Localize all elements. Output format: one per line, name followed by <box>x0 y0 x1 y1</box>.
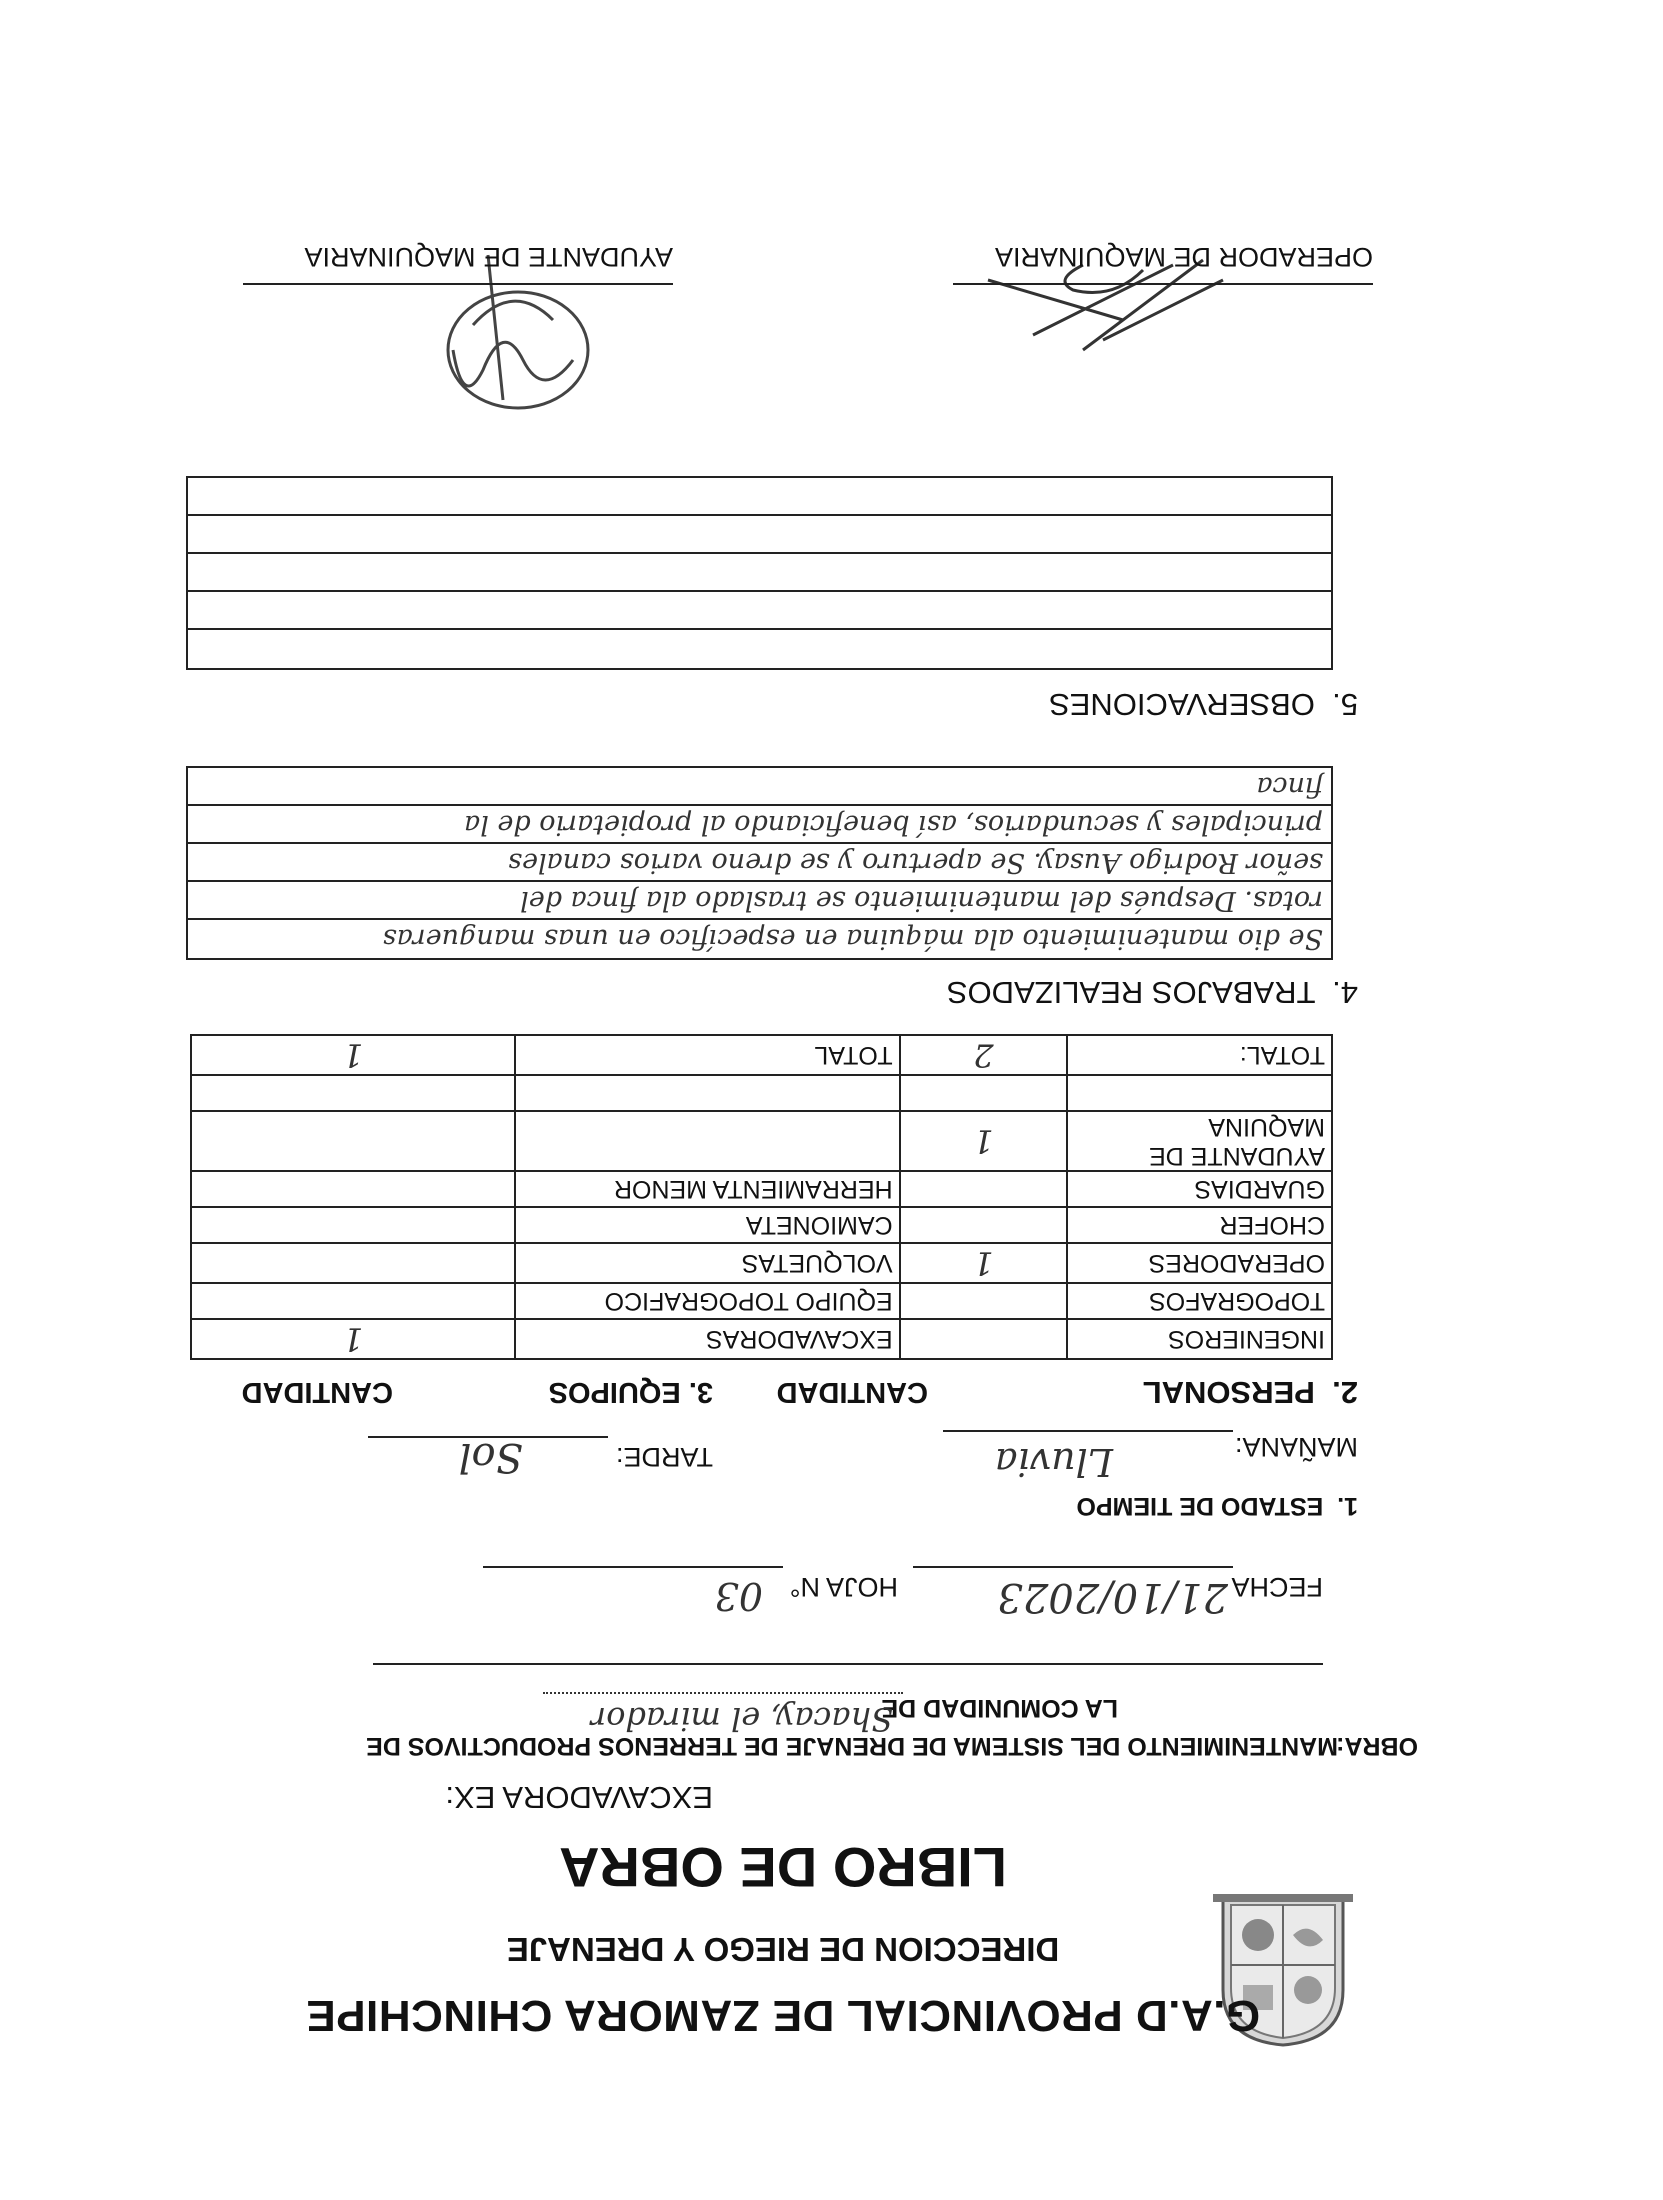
resources-row <box>191 1283 1332 1319</box>
observations-rule <box>188 514 1331 516</box>
equipment-qty-cell <box>191 1243 515 1283</box>
afternoon-value: Sol <box>458 1434 523 1480</box>
morning-underline <box>943 1430 1233 1432</box>
equipos-cantidad-header: CANTIDAD <box>241 1376 393 1408</box>
resources-row <box>191 1075 1332 1111</box>
equipment-name-cell: EQUIPO TOPOGRAFICO <box>515 1283 899 1319</box>
department-subtitle: DIRECCION DE RIEGO Y DRENAJE <box>506 1931 1060 1968</box>
personal-name-cell: TOTAL: <box>1067 1035 1332 1075</box>
operator-label: OPERADOR DE MAQUINARIA <box>994 242 1373 272</box>
fecha-value: 21/10/2023 <box>997 1574 1228 1620</box>
personal-qty-cell <box>900 1207 1068 1243</box>
resources-row <box>191 1035 1332 1075</box>
personal-name-cell: GUARDIAS <box>1067 1171 1332 1207</box>
morning-value: Lluvia <box>994 1440 1113 1484</box>
personal-qty-cell <box>900 1283 1068 1319</box>
work-rule <box>188 842 1331 844</box>
work-rule <box>188 918 1331 920</box>
equipment-qty-cell <box>191 1075 515 1111</box>
afternoon-label: TARDE: <box>615 1442 713 1472</box>
resources-row <box>191 1243 1332 1283</box>
book-title: LIBRO DE OBRA <box>559 1836 1007 1899</box>
personal-name-cell: TOPOGRAFOS <box>1067 1283 1332 1319</box>
personal-qty-cell: 1 <box>900 1243 1068 1283</box>
hoja-underline <box>483 1566 783 1568</box>
hoja-label: HOJA N° <box>789 1572 898 1602</box>
equipment-qty-cell <box>191 1207 515 1243</box>
work-rule <box>188 804 1331 806</box>
obra-text: MANTENIMIENTO DEL SISTEMA DE DRENAJE DE TERRENOS PRODUCTIVOS DE <box>366 1732 1338 1760</box>
morning-label: MAÑANA: <box>1234 1432 1358 1462</box>
work-line: rotas. Después del mantenimiento se traslado ala finca del <box>520 885 1323 916</box>
personal-heading: 2. PERSONAL <box>1142 1375 1358 1410</box>
personal-name-cell: CHOFER <box>1067 1207 1332 1243</box>
work-rule <box>188 880 1331 882</box>
assistant-label: AYUDANTE DE MAQUINARIA <box>304 242 673 272</box>
resources-table <box>190 1034 1333 1360</box>
work-description-box <box>186 766 1333 960</box>
hoja-value: 03 <box>714 1574 763 1618</box>
equipment-qty-cell <box>191 1111 515 1171</box>
afternoon-underline <box>368 1436 608 1438</box>
equipment-name-cell: EXCAVADORAS <box>515 1319 899 1359</box>
equipos-heading: 3. EQUIPOS <box>548 1376 713 1408</box>
weather-heading: 1. ESTADO DE TIEMPO <box>1076 1492 1358 1520</box>
organization-title: G.A.D PROVINCIAL DE ZAMORA CHINCHIPE <box>305 1991 1261 2040</box>
work-heading: 4. TRABAJOS REALIZADOS <box>946 975 1358 1010</box>
observations-heading: 5. OBSERVACIONES <box>1049 687 1358 722</box>
obra-label: OBRA: <box>1336 1732 1418 1760</box>
personal-name-cell: OPERADORES <box>1067 1243 1332 1283</box>
personal-name-cell <box>1067 1075 1332 1111</box>
equipment-name-cell: CAMIONETA <box>515 1207 899 1243</box>
work-line: finca <box>1256 771 1323 802</box>
work-line: Se dio mantenimiento ala máquina en específico en unas mangueras <box>382 923 1323 954</box>
observations-rule <box>188 628 1331 630</box>
work-line: señor Rodrigo Ausay. Se aperturo y se dreno varios canales <box>508 847 1323 878</box>
equipment-name-cell: HERRAMIENTA MENOR <box>515 1171 899 1207</box>
personal-qty-cell: 2 <box>900 1035 1068 1075</box>
personal-qty-cell <box>900 1319 1068 1359</box>
observations-rule <box>188 552 1331 554</box>
excavator-label: EXCAVADORA EX: <box>445 1780 713 1815</box>
personal-name-cell: INGENIEROS <box>1067 1319 1332 1359</box>
resources-row <box>191 1111 1332 1171</box>
header-divider <box>373 1663 1323 1665</box>
operator-signature-line <box>953 283 1373 285</box>
equipment-qty-cell: 1 <box>191 1035 515 1075</box>
resources-row <box>191 1319 1332 1359</box>
work-line: principales y secundarios, así beneficiando al propietario de la <box>464 809 1323 840</box>
observations-rule <box>188 590 1331 592</box>
personal-qty-cell: 1 <box>900 1111 1068 1171</box>
personal-qty-cell <box>900 1075 1068 1111</box>
community-label: LA COMUNIDAD DE <box>881 1694 1118 1722</box>
equipment-qty-cell: 1 <box>191 1319 515 1359</box>
equipment-name-cell: VOLQUETAS <box>515 1243 899 1283</box>
equipment-qty-cell <box>191 1171 515 1207</box>
equipment-name-cell <box>515 1075 899 1111</box>
resources-row <box>191 1171 1332 1207</box>
equipment-name-cell: TOTAL <box>515 1035 899 1075</box>
fecha-underline <box>913 1566 1233 1568</box>
community-value: Shacay, el mirador <box>590 1700 893 1738</box>
personal-cantidad-header: CANTIDAD <box>776 1376 928 1408</box>
fecha-label: FECHA <box>1231 1572 1323 1602</box>
personal-qty-cell <box>900 1171 1068 1207</box>
equipment-name-cell <box>515 1111 899 1171</box>
assistant-signature-line <box>243 283 673 285</box>
equipment-qty-cell <box>191 1283 515 1319</box>
assistant-signature <box>413 250 613 420</box>
community-dotted-line <box>543 1692 903 1694</box>
observations-box <box>186 476 1333 670</box>
personal-name-cell: AYUDANTE DE MAQUINA <box>1067 1111 1332 1171</box>
resources-row <box>191 1207 1332 1243</box>
